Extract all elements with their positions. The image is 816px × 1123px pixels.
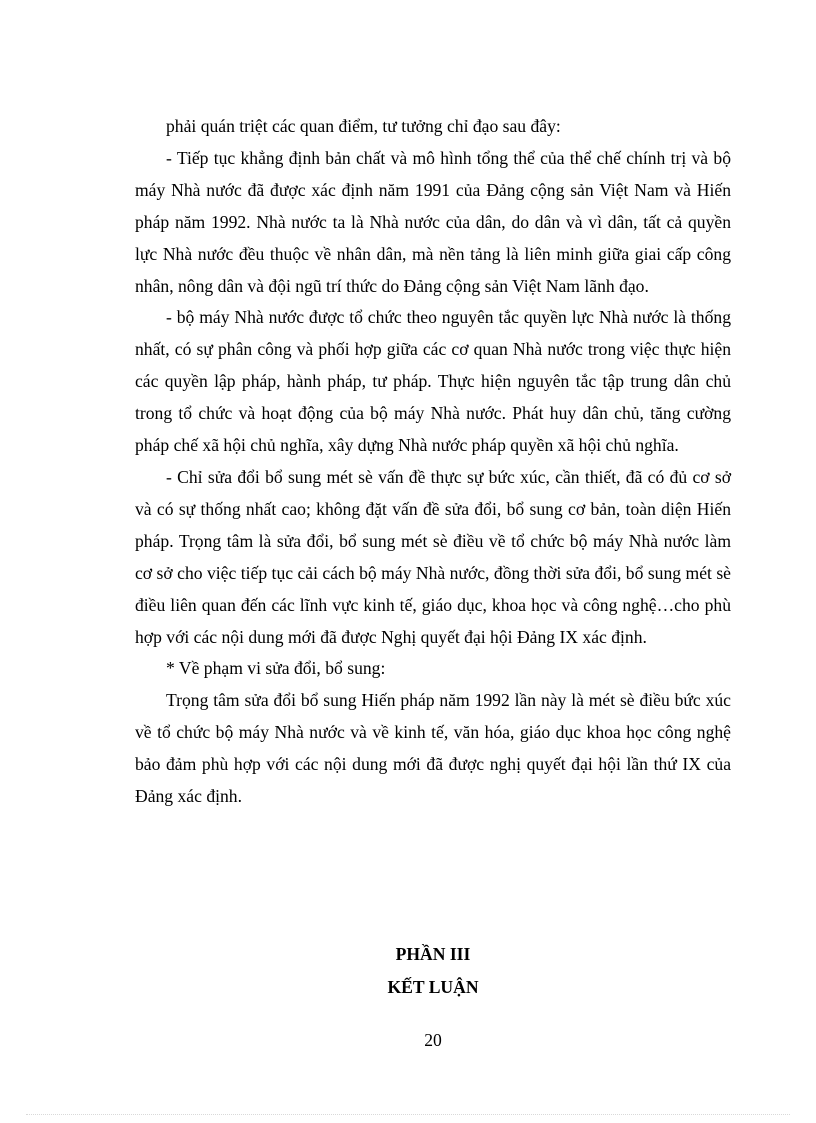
paragraph-focus-1992: Trọng tâm sửa đổi bổ sung Hiến pháp năm 1992 lần này là mét sè điều bức xúc về tổ chức bộ máy Nhà nước và về kinh tế, văn hóa, giáo dục khoa học công nghệ bảo đảm phù hợp với các nội dung mới đã được nghị quyết đại hội lần thứ IX của Đảng xác định. — [135, 690, 731, 807]
section-title: KẾT LUẬN — [387, 977, 479, 997]
paragraph-state-apparatus: - bộ máy Nhà nước được tổ chức theo nguyên tắc quyền lực Nhà nước là thống nhất, có sự phân công và phối hợp giữa các cơ quan Nhà nước trong việc thực hiện các quyền lập pháp, hành pháp, tư pháp. Thực hiện nguyên tắc tập trung dân chủ trong tổ chức và hoạt động của bộ máy Nhà nước. Phát huy dân chủ, tăng cường pháp chế xã hội chủ nghĩa, xây dựng Nhà nước pháp quyền xã hội chủ nghĩa. — [135, 307, 731, 456]
paragraph-intro-line: phải quán triệt các quan điểm, tư tưởng chỉ đạo sau đây: — [166, 116, 561, 136]
paragraph-scope-heading: * Về phạm vi sửa đổi, bổ sung: — [166, 658, 386, 679]
paragraph-amendment-scope: - Chỉ sửa đổi bổ sung mét sè vấn đề thực sự bức xúc, cần thiết, đã có đủ cơ sở và có sự thống nhất cao; không đặt vấn đề sửa đổi, bổ sung cơ bản, toàn diện Hiến pháp. Trọng tâm là sửa đổi, bổ sung mét sè điều về tổ chức bộ máy Nhà nước làm cơ sở cho việc tiếp tục cải cách bộ máy Nhà nước, đồng thời sửa đổi, bổ sung mét sè điều liên quan đến các lĩnh vực kinh tế, giáo dục, khoa học và công nghệ…cho phù hợp với các nội dung mới đã được Nghị quyết đại hội Đảng IX xác định. — [135, 466, 731, 647]
section-heading: PHẦN III — [395, 944, 471, 964]
paragraph-political-model: - Tiếp tục khẳng định bản chất và mô hình tổng thể của thể chế chính trị và bộ máy Nhà nước đã được xác định năm 1991 của Đảng cộng sản Việt Nam và Hiến pháp năm 1992. Nhà nước ta là Nhà nước của dân, do dân và vì dân, tất cả quyền lực Nhà nước đều thuộc về nhân dân, mà nền tảng là liên minh giữa giai cấp công nhân, nông dân và đội ngũ trí thức do Đảng cộng sản Việt Nam lãnh đạo. — [135, 147, 731, 296]
footer-divider — [26, 1114, 790, 1115]
page-number: 20 — [424, 1030, 442, 1050]
body-text — [135, 111, 731, 813]
